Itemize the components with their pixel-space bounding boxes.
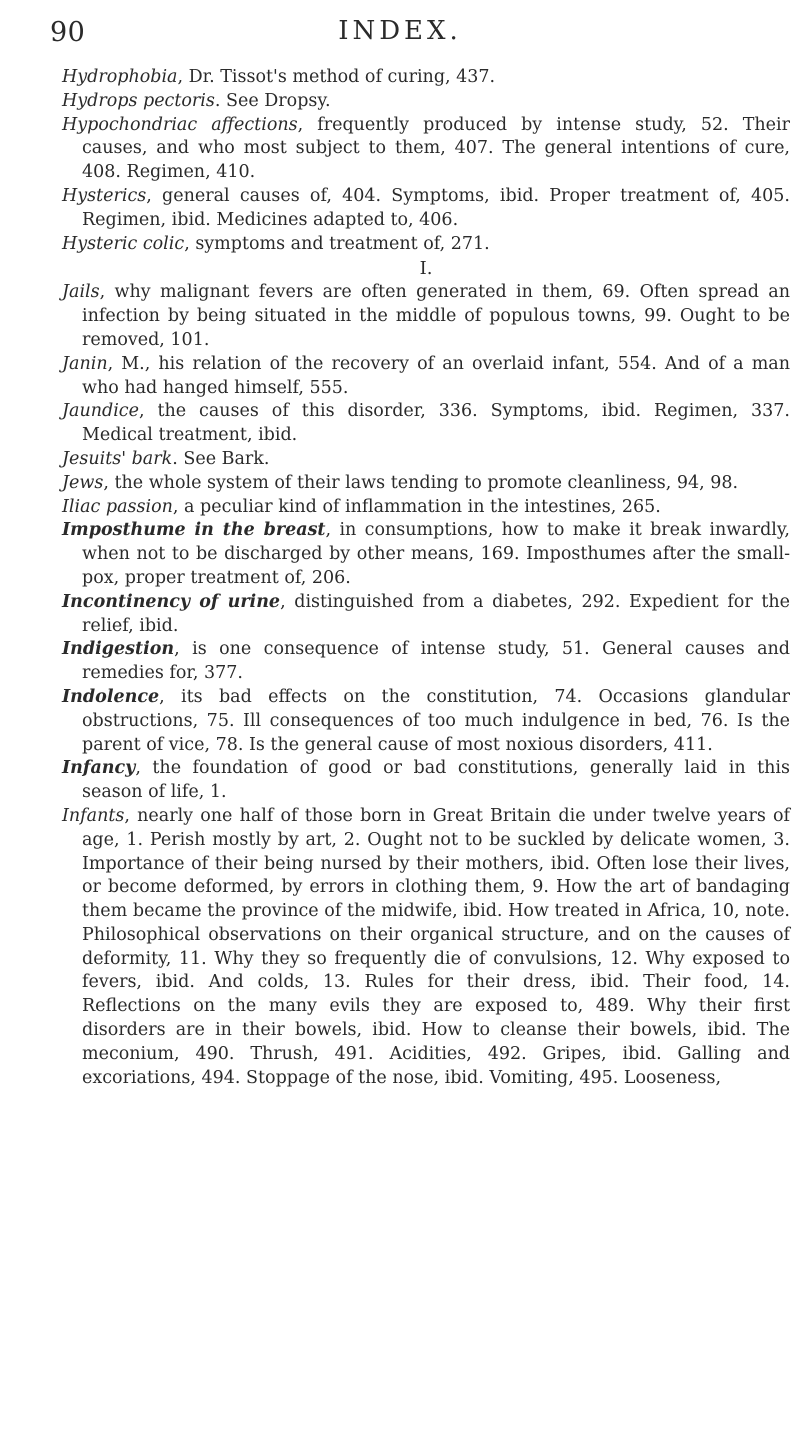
entry-term: Hysteric colic (62, 233, 185, 254)
page-title: INDEX. (338, 16, 462, 46)
index-entry (62, 496, 790, 520)
index-entry (62, 448, 790, 472)
entry-term: Hypochondriac affections (62, 114, 298, 135)
entry-term: Imposthume in the breast (62, 520, 326, 541)
entry-text: , the whole system of their laws tending to promote cleanliness, 94, 98. (103, 472, 739, 493)
entry-term: Infants (62, 805, 125, 826)
entry-term: Indigestion (62, 639, 175, 660)
index-entry (62, 233, 790, 257)
entry-term: Hydrops pectoris (62, 90, 215, 111)
index-entry (62, 90, 790, 114)
index-entry (62, 472, 790, 496)
entry-text: , in consumptions, how to make it break inwardly, when not to be discharged by other means, 169. Imposthumes after the small-pox, proper treatment of, 206. (82, 520, 790, 588)
entry-term: Jails (62, 282, 100, 303)
entry-term: Jews (62, 472, 104, 493)
index-entry (62, 591, 790, 639)
page-header (0, 8, 800, 56)
index-entry (62, 353, 790, 401)
index-entry (62, 519, 790, 590)
entry-term: Incontinency of urine (62, 591, 281, 612)
entry-text: , the foundation of good or bad constitutions, generally laid in this season of life, 1. (82, 758, 790, 803)
index-entry (62, 66, 790, 90)
index-entry (62, 638, 790, 686)
entry-text: . See Bark. (172, 448, 270, 469)
index-entry (62, 114, 790, 185)
entry-text: , frequently produced by intense study, 52. Their causes, and who most subject to them, 407. The general intentions of cure, 408. Regimen, 410. (82, 114, 790, 183)
entry-term: Iliac passion (62, 496, 173, 517)
entry-term: Jesuits' bark (62, 448, 173, 469)
section-letter: I. (419, 258, 433, 280)
entry-text: , symptoms and treatment of, 271. (184, 233, 490, 254)
entry-text: , M., his relation of the recovery of an overlaid infant, 554. And of a man who had hanged himself, 555. (82, 353, 790, 398)
entry-text: , is one consequence of intense study, 51. General causes and remedies for, 377. (82, 639, 790, 684)
entry-term: Hydrophobia (62, 67, 178, 87)
entry-text: , the causes of this disorder, 336. Symptoms, ibid. Regimen, 337. Medical treatment, ibid. (82, 401, 790, 446)
index-entry (62, 805, 790, 1091)
entry-text: , its bad effects on the constitution, 74. Occasions glandular obstructions, 75. Ill consequences of too much indulgence in bed, 76. Is the parent of vice, 78. Is the general cause of most noxious disorders, 411. (82, 686, 790, 755)
entry-term: Jaundice (62, 401, 139, 422)
index-entry (62, 686, 790, 757)
entry-term: Hysterics (62, 185, 147, 206)
entry-text: , why malignant fevers are often generated in them, 69. Often spread an infection by being situated in the middle of populous towns, 99. Ought to be removed, 101. (82, 282, 790, 350)
index-entry (62, 400, 790, 448)
entry-text: , Dr. Tissot's method of curing, 437. (177, 67, 496, 87)
page-number: 90 (50, 17, 86, 48)
entry-text: , general causes of, 404. Symptoms, ibid. Proper treatment of, 405. Regimen, ibid. Medicines adapted to, 406. (82, 185, 790, 230)
index-body (62, 66, 790, 1090)
entry-term: Indolence (62, 686, 160, 707)
index-entry (62, 281, 790, 352)
index-entry (62, 185, 790, 233)
entry-term: Infancy (62, 758, 136, 779)
entry-text: , distinguished from a diabetes, 292. Expedient for the relief, ibid. (82, 591, 790, 636)
entry-text: . See Dropsy. (214, 90, 331, 111)
entry-text: , a peculiar kind of inflammation in the intestines, 265. (172, 496, 661, 517)
entry-text: , nearly one half of those born in Great Britain die under twelve years of age, 1. Perish mostly by art, 2. Ought not to be suckled by delicate women, 3. Importance of their being nursed by their mothers, ibid. Often lose their lives, or become deformed, by errors in clothing them, 9. How the art of bandaging them became the province of the midwife, ibid. How treated in Africa, 10, note. Philosophical observations on their organical structure, and on the causes of deformity, 11. Why they so frequently die of convulsions, 12. Why exposed to fevers, ibid. And colds, 13. Rules for their dress, ibid. Their food, 14. Reflections on the many evils they are exposed to, 489. Why their first disorders are in their bowels, ibid. How to cleanse their bowels, ibid. The meconium, 490. Thrush, 491. Acidities, 492. Gripes, ibid. Galling and excoriations, 494. Stoppage of the nose, ibid. Vomiting, 495. Looseness, (82, 805, 790, 1088)
entry-term: Janin (62, 353, 108, 374)
index-entry (62, 757, 790, 805)
